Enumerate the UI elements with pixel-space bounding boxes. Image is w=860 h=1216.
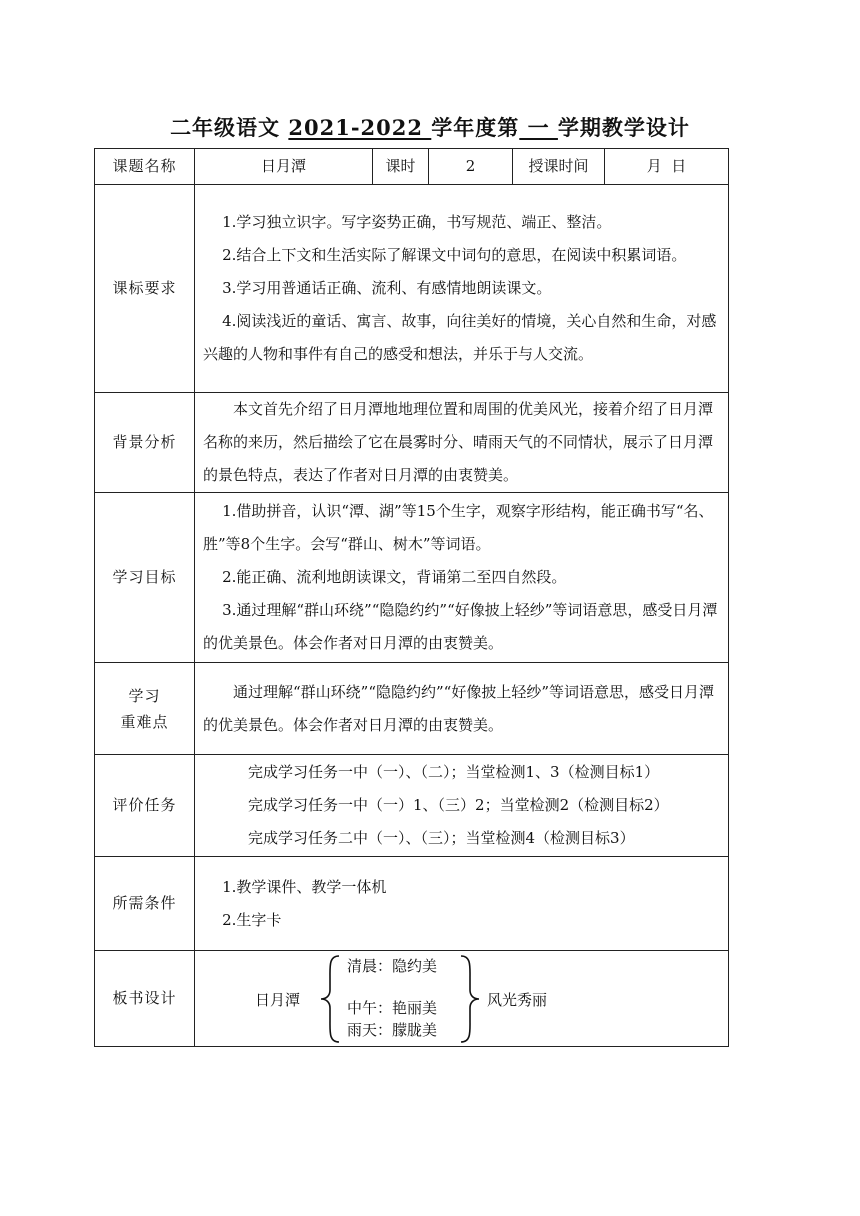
evaluation-item: 完成学习任务一中（一）1、（三）2；当堂检测2（检测目标2） xyxy=(248,796,669,814)
time-value: 月 日 xyxy=(605,149,729,185)
document-title: 二年级语文 2021-2022 学年度第 一 学期教学设计 xyxy=(170,115,690,140)
header-row xyxy=(95,149,729,185)
board-name: 日月潭 xyxy=(255,990,301,1009)
board-row-item: 雨天：朦胧美 xyxy=(347,1020,438,1039)
time-label: 授课时间 xyxy=(513,149,605,185)
right-brace-icon xyxy=(459,954,481,1044)
evaluation-item: 完成学习任务一中（一）、（二）；当堂检测1、3（检测目标1） xyxy=(248,763,660,781)
conditions-label: 所需条件 xyxy=(95,857,195,951)
background-content xyxy=(195,393,729,493)
goals-item: 2.能正确、流利地朗读课文，背诵第二至四自然段。 xyxy=(222,568,567,586)
background-label: 背景分析 xyxy=(95,393,195,493)
lesson-plan-table xyxy=(94,148,729,1047)
conditions-item: 1.教学课件、教学一体机 xyxy=(222,877,387,896)
standards-row xyxy=(95,185,729,393)
standards-content xyxy=(195,185,729,393)
difficulty-content xyxy=(195,663,729,755)
board-row-item: 清晨：隐约美 xyxy=(347,956,438,975)
hours-value: 2 xyxy=(429,149,513,185)
standards-label: 课标要求 xyxy=(95,185,195,393)
difficulty-label xyxy=(95,663,195,755)
topic-label: 课题名称 xyxy=(95,149,195,185)
conditions-content xyxy=(195,857,729,951)
difficulty-text: 通过理解“群山环绕”“隐隐约约”“好像披上轻纱”等词语意思，感受日月潭的优美景色。体会作者对日月潭的由衷赞美。 xyxy=(203,682,715,734)
goals-item: 1.借助拼音，认识“潭、湖”等15个生字，观察字形结构，能正确书写“名、胜”等8个生字。会写“群山、树木”等词语。 xyxy=(203,502,714,553)
background-text: 本文首先介绍了日月潭地地理位置和周围的优美风光，接着介绍了日月潭名称的来历，然后描绘了它在晨雾时分、晴雨天气的不同情状，展示了日月潭的景色特点，表达了作者对日月潭的由衷赞美。 xyxy=(203,400,714,484)
board-result: 风光秀丽 xyxy=(487,990,548,1009)
evaluation-row xyxy=(95,755,729,857)
conditions-item: 2.生字卡 xyxy=(222,910,282,929)
goals-content xyxy=(195,493,729,663)
evaluation-label: 评价任务 xyxy=(95,755,195,857)
goals-item: 3.通过理解“群山环绕”“隐隐约约”“好像披上轻纱”等词语意思，感受日月潭的优美景色。体会作者对日月潭的由衷赞美。 xyxy=(203,601,718,652)
goals-row xyxy=(95,493,729,663)
conditions-row xyxy=(95,857,729,951)
board-row-item: 中午：艳丽美 xyxy=(347,998,438,1017)
standards-item: 1.学习独立识字。写字姿势正确，书写规范、端正、整洁。 xyxy=(222,213,612,231)
board-row xyxy=(95,951,729,1047)
evaluation-item: 完成学习任务二中（一）、（三）；当堂检测4（检测目标3） xyxy=(248,829,635,847)
standards-item: 3.学习用普通话正确、流利、有感情地朗读课文。 xyxy=(222,279,552,297)
board-content xyxy=(195,951,729,1047)
difficulty-label-line1: 学习 xyxy=(128,686,161,705)
topic-value: 日月潭 xyxy=(195,149,373,185)
standards-item: 2.结合上下文和生活实际了解课文中词句的意思，在阅读中积累词语。 xyxy=(222,246,687,264)
evaluation-content xyxy=(195,755,729,857)
background-row xyxy=(95,393,729,493)
difficulty-row xyxy=(95,663,729,755)
goals-label: 学习目标 xyxy=(95,493,195,663)
board-diagram xyxy=(195,952,728,1046)
difficulty-label-line2: 重难点 xyxy=(120,712,169,731)
board-label: 板书设计 xyxy=(95,951,195,1047)
standards-item: 4.阅读浅近的童话、寓言、故事，向往美好的情境，关心自然和生命，对感兴趣的人物和事件有自己的感受和想法，并乐于与人交流。 xyxy=(203,312,717,363)
hours-label: 课时 xyxy=(373,149,429,185)
left-brace-icon xyxy=(319,954,341,1044)
